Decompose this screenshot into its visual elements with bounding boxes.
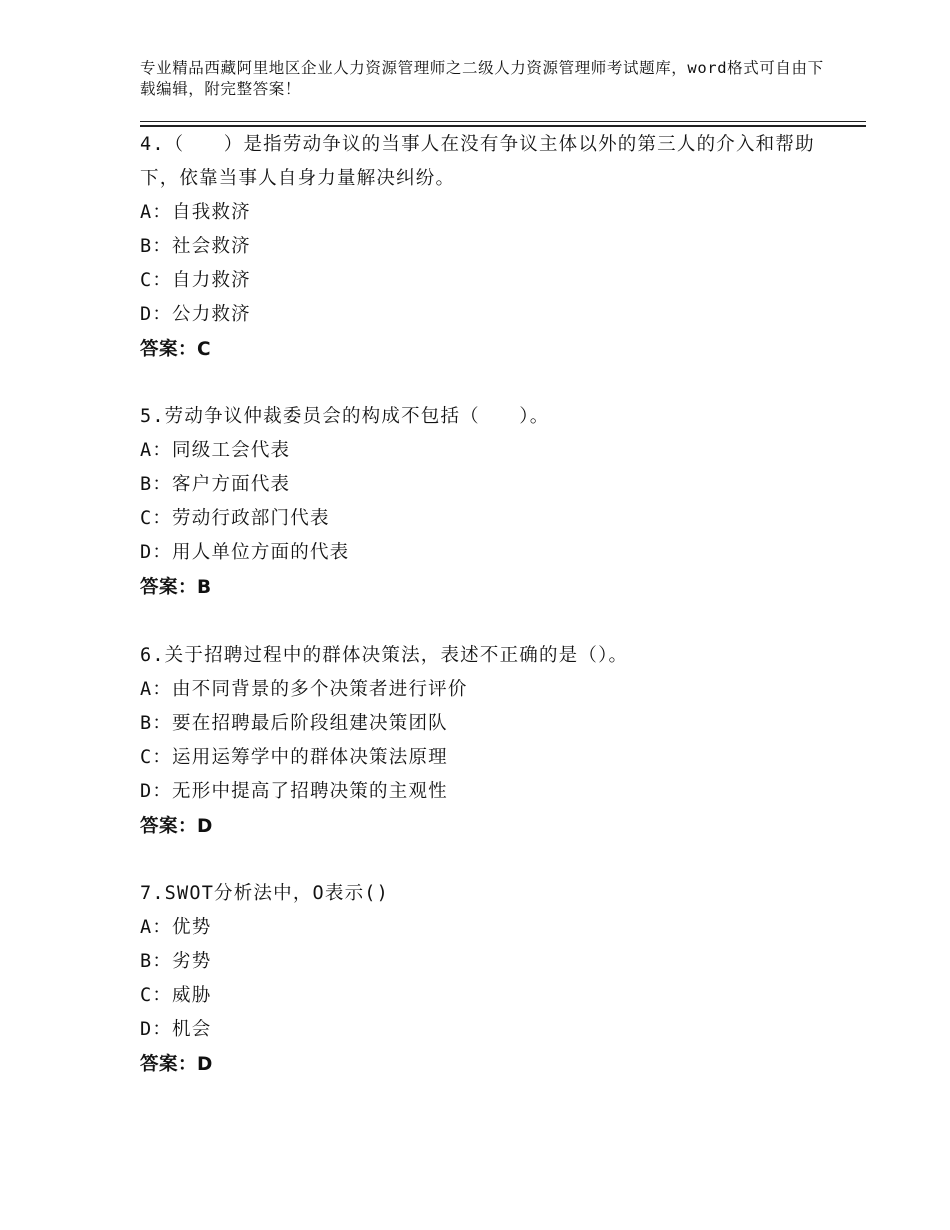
option-b: B：要在招聘最后阶段组建决策团队 (140, 713, 448, 734)
option-c: C：运用运筹学中的群体决策法原理 (140, 747, 448, 768)
option-d: D：无形中提高了招聘决策的主观性 (140, 781, 448, 802)
question-5 (140, 400, 820, 606)
question-text: 5.劳动争议仲裁委员会的构成不包括（ ）。 (140, 406, 550, 427)
option-a: A：由不同背景的多个决策者进行评价 (140, 679, 468, 700)
header-divider-thick (140, 125, 866, 127)
option-b: B：社会救济 (140, 236, 251, 257)
document-header: 专业精品西藏阿里地区企业人力资源管理师之二级人力资源管理师考试题库，word格式可自由下载编辑，附完整答案！ (140, 59, 824, 98)
header-divider-thin (140, 121, 866, 122)
option-c: C：自力救济 (140, 270, 251, 291)
answer: 答案：D (140, 816, 213, 837)
option-a: A：自我救济 (140, 202, 251, 223)
question-7 (140, 877, 820, 1083)
option-c: C：威胁 (140, 985, 212, 1006)
question-text: 6.关于招聘过程中的群体决策法，表述不正确的是（）。 (140, 645, 629, 666)
answer: 答案：C (140, 339, 212, 360)
option-b: B：客户方面代表 (140, 474, 291, 495)
question-text: 4.（ ）是指劳动争议的当事人在没有争议主体以外的第三人的介入和帮助下，依靠当事人自身力量解决纠纷。 (140, 134, 815, 189)
option-b: B：劣势 (140, 951, 212, 972)
option-d: D：用人单位方面的代表 (140, 542, 350, 563)
answer: 答案：B (140, 577, 212, 598)
option-a: A：优势 (140, 917, 212, 938)
option-c: C：劳动行政部门代表 (140, 508, 330, 529)
option-d: D：机会 (140, 1019, 212, 1040)
answer: 答案：D (140, 1054, 213, 1075)
question-4 (140, 128, 820, 368)
option-d: D：公力救济 (140, 304, 251, 325)
question-6 (140, 639, 820, 845)
question-text: 7.SWOT分析法中，O表示() (140, 883, 389, 904)
option-a: A：同级工会代表 (140, 440, 291, 461)
